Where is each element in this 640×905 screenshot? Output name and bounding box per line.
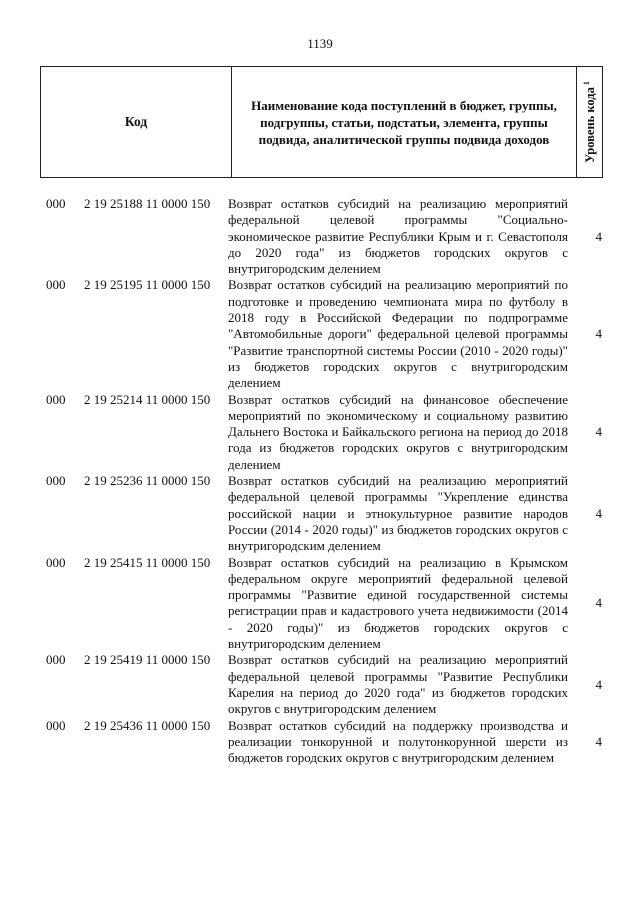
column-header-level	[577, 67, 602, 177]
code-level-cell: 4	[595, 228, 602, 244]
admin-code-cell: 000	[46, 554, 66, 570]
income-code-cell: 2 19 25195 11 0000 150	[84, 277, 211, 293]
income-name-cell: Возврат остатков субсидий на реализацию мероприятий федеральной целевой программы "Укрепление единства российской нации и этнокультурное развитие народов России (2014 - 2020 годы)" из бюджетов городских округов с внутригородским делением	[228, 473, 568, 554]
page-number: 1139	[307, 36, 333, 51]
income-name-cell: Возврат остатков субсидий на поддержку производства и реализации тонкорунной и полутонкорунной шерсти из бюджетов городских округов с внутригородским делением	[228, 717, 568, 766]
income-code-cell: 2 19 25419 11 0000 150	[84, 652, 211, 668]
code-level-cell: 4	[595, 505, 602, 521]
table-row	[46, 196, 606, 277]
income-code-cell: 2 19 25415 11 0000 150	[84, 554, 211, 570]
income-name-cell: Возврат остатков субсидий на реализацию мероприятий по подготовке и проведению чемпионата мира по футболу в 2018 году в Российской Федерации по подпрограмме "Автомобильные дороги" федеральной целевой программы "Развитие транспортной системы России (2010 - 2020 годы)" из бюджетов городских округов с внутригородским делением	[228, 277, 568, 391]
income-name-cell: Возврат остатков субсидий на реализацию мероприятий федеральной целевой программы "Социально-экономическое развитие Республики Крым и г. Севастополя до 2020 года" из бюджетов городских округов с внутригородским делением	[228, 196, 568, 277]
table-row	[46, 392, 606, 473]
table-row	[46, 555, 606, 653]
table-row	[46, 652, 606, 717]
level-footnote-mark: 1	[581, 81, 591, 86]
column-header-code: Код	[41, 67, 232, 177]
income-code-cell: 2 19 25236 11 0000 150	[84, 473, 211, 489]
admin-code-cell: 000	[46, 277, 66, 293]
code-level-cell: 4	[595, 424, 602, 440]
income-name-cell: Возврат остатков субсидий на финансовое обеспечение мероприятий по экономическому и социальному развитию Дальнего Востока и Байкальского региона на период до 2018 года из бюджетов городских округов с внутригородским делением	[228, 391, 568, 472]
code-level-cell: 4	[595, 326, 602, 342]
table-body	[46, 196, 606, 766]
admin-code-cell: 000	[46, 717, 66, 733]
income-code-cell: 2 19 25436 11 0000 150	[84, 717, 211, 733]
income-code-cell: 2 19 25188 11 0000 150	[84, 196, 211, 211]
admin-code-cell: 000	[46, 196, 66, 211]
table-row	[46, 473, 606, 554]
code-level-cell: 4	[595, 733, 602, 749]
table-header	[40, 66, 603, 178]
column-header-level-label	[581, 81, 597, 163]
admin-code-cell: 000	[46, 652, 66, 668]
code-level-cell: 4	[595, 595, 602, 611]
income-name-cell: Возврат остатков субсидий на реализацию мероприятий федеральной целевой программы "Развитие Республики Карелия на период до 2020 года" из бюджетов городских округов с внутригородским делением	[228, 652, 568, 717]
income-code-cell: 2 19 25214 11 0000 150	[84, 391, 211, 407]
table-row	[46, 718, 606, 767]
code-level-cell: 4	[595, 676, 602, 692]
income-name-cell: Возврат остатков субсидий на реализацию в Крымском федеральном округе мероприятий федеральной целевой программы "Развитие единой государственной системы регистрации прав и кадастрового учета недвижимости (2014 - 2020 годы)" из бюджетов городских округов с внутригородским делением	[228, 554, 568, 652]
level-label-text: Уровень кода	[582, 87, 597, 163]
column-header-name: Наименование кода поступлений в бюджет, группы, подгруппы, статьи, подстатьи, элемента, группы подвида, аналитической группы подвида доходов	[232, 67, 577, 177]
admin-code-cell: 000	[46, 473, 66, 489]
admin-code-cell: 000	[46, 391, 66, 407]
table-row	[46, 277, 606, 391]
